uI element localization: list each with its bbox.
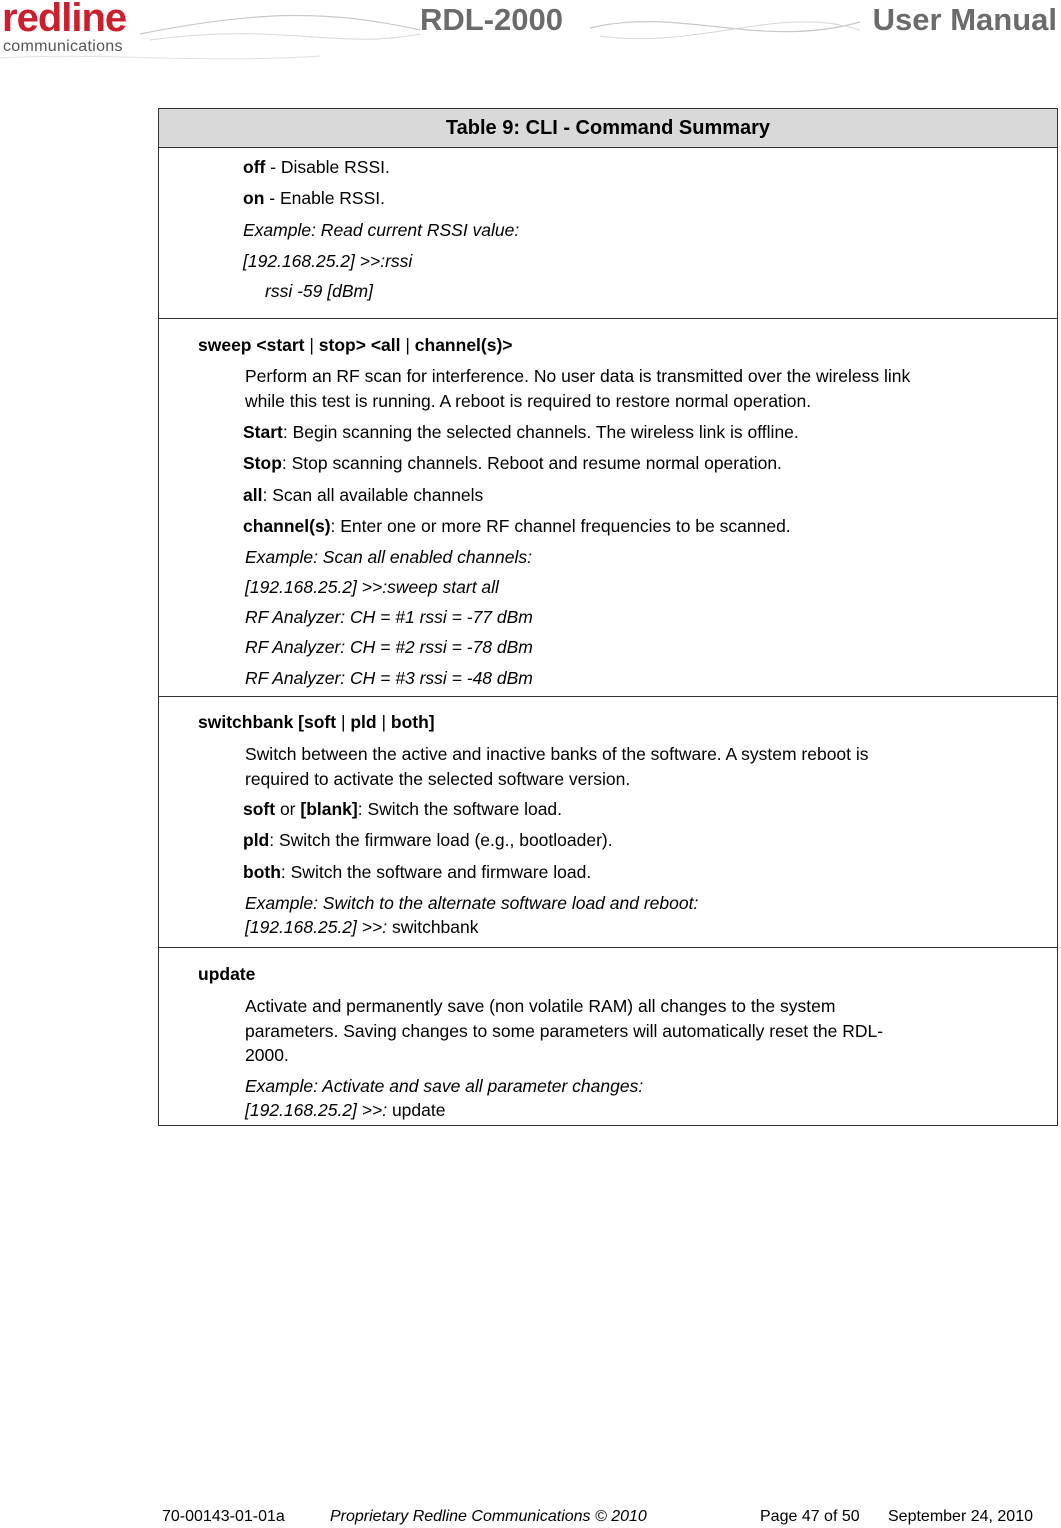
sweep-description-line1: Perform an RF scan for interference. No user data is transmitted over the wireless link [245,366,911,386]
sweep-example-output-1: RF Analyzer: CH = #1 rssi = -77 dBm [245,607,533,627]
footer-proprietary: Proprietary Redline Communications © 2010 [330,1508,647,1525]
sweep-channels-line: channel(s): Enter one or more RF channel frequencies to be scanned. [243,516,791,536]
footer-page-number: Page 47 of 50 [760,1508,860,1525]
sweep-example-output-3: RF Analyzer: CH = #3 rssi = -48 dBm [245,668,533,688]
rssi-example-command: [192.168.25.2] >>:rssi [243,251,413,271]
sweep-stop-line: Stop: Stop scanning channels. Reboot and resume normal operation. [243,453,782,473]
rssi-example-output: rssi -59 [dBm] [265,281,373,301]
footer-doc-number: 70-00143-01-01a [162,1508,285,1525]
sweep-example-label: Example: Scan all enabled channels: [245,547,532,567]
sweep-all-line: all: Scan all available channels [243,485,484,505]
product-name: RDL-2000 [420,2,563,37]
table-row-switchbank [159,697,1057,948]
update-example-label: Example: Activate and save all parameter changes: [245,1076,644,1096]
switchbank-command-syntax: switchbank [soft | pld | both] [198,712,435,732]
switchbank-description-line2: required to activate the selected software version. [245,769,631,789]
switchbank-example-label: Example: Switch to the alternate software load and reboot: [245,893,699,913]
update-command-syntax: update [198,964,256,984]
company-logo-subtitle: communications [3,38,123,55]
table-row-update [159,948,1057,1125]
rssi-on-line: on - Enable RSSI. [243,188,386,208]
switchbank-example-command: [192.168.25.2] >>: switchbank [245,917,479,937]
sweep-example-command: [192.168.25.2] >>:sweep start all [245,577,499,597]
page-header [0,0,1061,62]
switchbank-both-line: both: Switch the software and firmware load. [243,862,592,882]
switchbank-soft-line: soft or [blank]: Switch the software load. [243,799,563,819]
sweep-start-line: Start: Begin scanning the selected channels. The wireless link is offline. [243,422,799,442]
sweep-example-output-2: RF Analyzer: CH = #2 rssi = -78 dBm [245,637,533,657]
table-row-sweep [159,319,1057,697]
table-row-rssi [159,148,1057,319]
rssi-example-label: Example: Read current RSSI value: [243,220,520,240]
sweep-command-syntax: sweep <start | stop> <all | channel(s)> [198,335,513,355]
switchbank-pld-line: pld: Switch the firmware load (e.g., bootloader). [243,830,613,850]
switchbank-description-line1: Switch between the active and inactive banks of the software. A system reboot is [245,744,869,764]
rssi-off-line: off - Disable RSSI. [243,157,390,177]
footer-date: September 24, 2010 [888,1508,1033,1525]
command-summary-table [158,108,1058,1126]
update-description-line3: 2000. [245,1045,289,1065]
table-title: Table 9: CLI - Command Summary [159,109,1057,148]
sweep-description-line2: while this test is running. A reboot is required to restore normal operation. [245,391,812,411]
update-description-line2: parameters. Saving changes to some parameters will automatically reset the RDL- [245,1021,884,1041]
update-example-command: [192.168.25.2] >>: update [245,1100,446,1120]
company-logo: redline [2,0,127,40]
update-description-line1: Activate and permanently save (non volatile RAM) all changes to the system [245,996,836,1016]
document-type: User Manual [872,2,1057,37]
